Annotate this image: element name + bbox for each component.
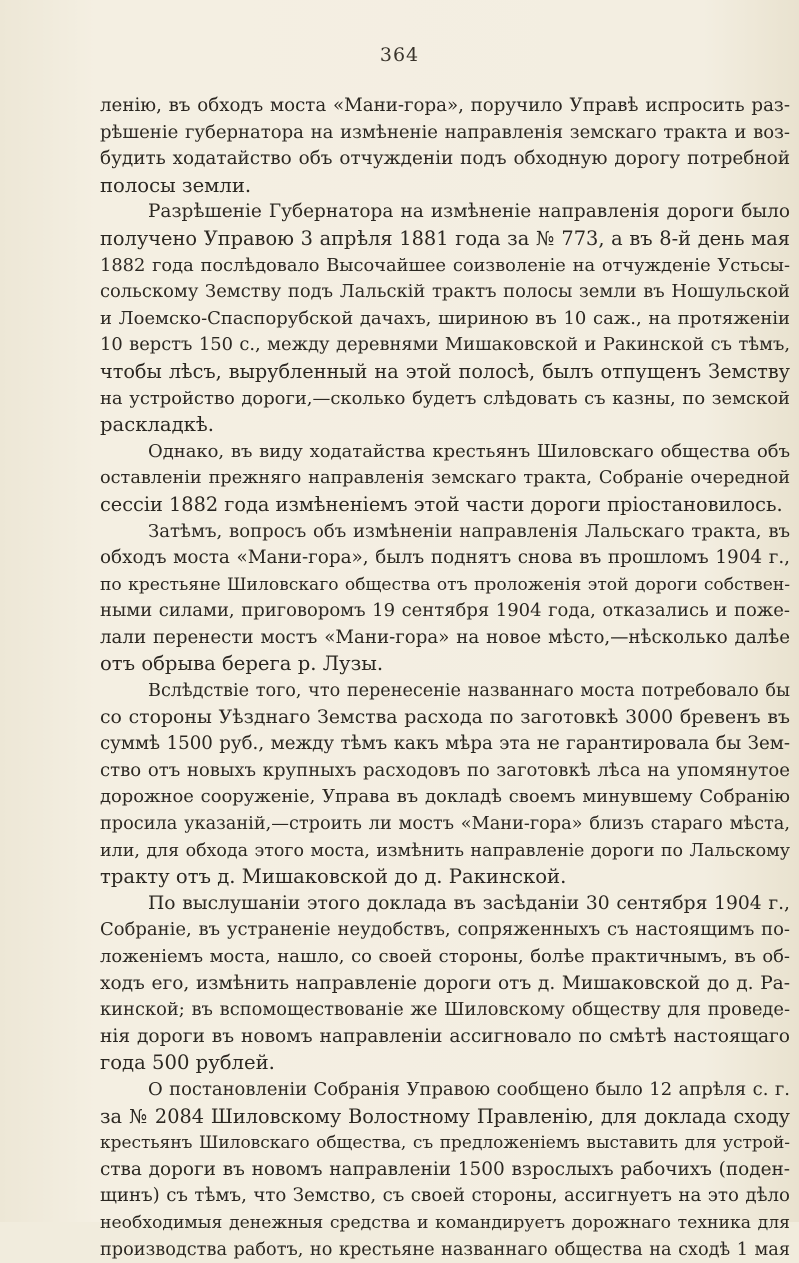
text-line: Собраніе, въ устраненіе неудобствъ, сопряженныхъ съ настоящимъ по- [100, 919, 790, 941]
text-line: суммѣ 1500 руб., между тѣмъ какъ мѣра эта не гарантировала бы Зем- [100, 733, 790, 755]
text-line: раскладкѣ. [100, 413, 214, 437]
text-line: чтобы лѣсъ, вырубленный на этой полосѣ, былъ отпущенъ Земству [100, 359, 790, 383]
text-line: оставленіи прежняго направленія земскаго тракта, Собраніе очередной [100, 468, 790, 489]
text-line: О постановленіи Собранія Управою сообщено было 12 апрѣля с. г. [148, 1078, 790, 1100]
text-line: или, для обхода этого моста, измѣнить направленіе дороги по Лальскому [100, 840, 790, 861]
text-line: 10 верстъ 150 с., между деревнями Мишаковской и Ракинской съ тѣмъ, [100, 334, 790, 356]
text-line: щинъ) съ тѣмъ, что Земство, съ своей стороны, ассигнуетъ на это дѣло [100, 1185, 790, 1207]
text-line: крестьянъ Шиловскаго общества, съ предложеніемъ выставить для устрой- [100, 1133, 790, 1154]
text-line: дорожное сооруженіе, Управа въ докладѣ своемъ минувшему Собранію [100, 786, 790, 808]
page-number: 364 [379, 44, 420, 66]
text-line: ство отъ новыхъ крупныхъ расходовъ по заготовкѣ лѣса на упомянутое [100, 759, 790, 781]
text-line: ходъ его, измѣнить направленіе дороги отъ д. Мишаковской до д. Ра- [100, 972, 790, 994]
text-line: ленію, въ обходъ моста «Мани-гора», поручило Управѣ испросить раз- [100, 95, 790, 116]
text-line: рѣшеніе губернатора на измѣненіе направленія земскаго тракта и воз- [100, 121, 790, 143]
text-line: тракту отъ д. Мишаковской до д. Ракинской. [100, 865, 567, 889]
text-line: и Лоемско-Спаспорубской дачахъ, шириною въ 10 саж., на протяженіи [100, 307, 790, 329]
text-line: нія дороги въ новомъ направленіи ассигновало по смѣтѣ настоящаго [100, 1025, 790, 1047]
text-line: сольскому Земству подъ Лальскій трактъ полосы земли въ Ношульской [100, 281, 790, 303]
text-line: По выслушаніи этого доклада въ засѣданіи 30 сентября 1904 г., [148, 892, 790, 914]
text-line: Однако, въ виду ходатайства крестьянъ Шиловскаго общества объ [148, 440, 790, 462]
text-line: полосы земли. [100, 173, 252, 197]
body-text [100, 93, 790, 1263]
text-line: получено Управою 3 апрѣля 1881 года за № 773, а въ 8-й день мая [100, 226, 790, 250]
text-line: Разрѣшеніе Губернатора на измѣненіе направленія дороги было [148, 201, 790, 223]
text-line: необходимыя денежныя средства и командируетъ дорожнаго техника для [100, 1212, 790, 1233]
text-line: со стороны Уѣзднаго Земства расхода по заготовкѣ 3000 бревенъ въ [100, 706, 790, 728]
text-line: ными силами, приговоромъ 19 сентября 1904 года, отказались и поже- [100, 600, 790, 622]
text-line: года 500 рублей. [100, 1051, 275, 1075]
text-line: на устройство дороги,—сколько будетъ слѣдовать съ казны, по земской [100, 387, 790, 409]
text-line: Вслѣдствіе того, что перенесеніе названнаго моста потребовало бы [148, 681, 790, 702]
text-line: просила указаній,—строить ли мостъ «Мани-гора» близъ стараго мѣста, [100, 814, 790, 835]
text-line: за № 2084 Шиловскому Волостному Правленію, для доклада сходу [100, 1104, 790, 1128]
text-line: ства дороги въ новомъ направленіи 1500 взрослыхъ рабочихъ (поден- [100, 1158, 790, 1180]
text-line: будить ходатайство объ отчужденіи подъ обходную дорогу потребной [100, 148, 790, 170]
text-line: ложеніемъ моста, нашло, со своей стороны, болѣе практичнымъ, въ об- [100, 946, 790, 967]
text-line: производства работъ, но крестьяне названнаго общества на сходѣ 1 мая [100, 1239, 790, 1260]
text-line: лали перенести мостъ «Мани-гора» на новое мѣсто,—нѣсколько далѣе [100, 626, 790, 648]
text-line: 1882 года послѣдовало Высочайшее соизволеніе на отчужденіе Устьсы- [100, 254, 790, 276]
text-line: по крестьяне Шиловскаго общества отъ проложенія этой дороги собствен- [100, 574, 790, 595]
text-line: отъ обрыва берега р. Лузы. [100, 652, 384, 676]
text-line: кинской; въ вспомоществованіе же Шиловскому обществу для проведе- [100, 999, 790, 1021]
text-line: сессіи 1882 года измѣненіемъ этой части дороги пріостановилось. [100, 492, 783, 516]
text-line: обходъ моста «Мани-гора», былъ поднятъ снова въ прошломъ 1904 г., [100, 547, 790, 569]
text-line: Затѣмъ, вопросъ объ измѣненіи направленія Лальскаго тракта, въ [148, 520, 790, 542]
